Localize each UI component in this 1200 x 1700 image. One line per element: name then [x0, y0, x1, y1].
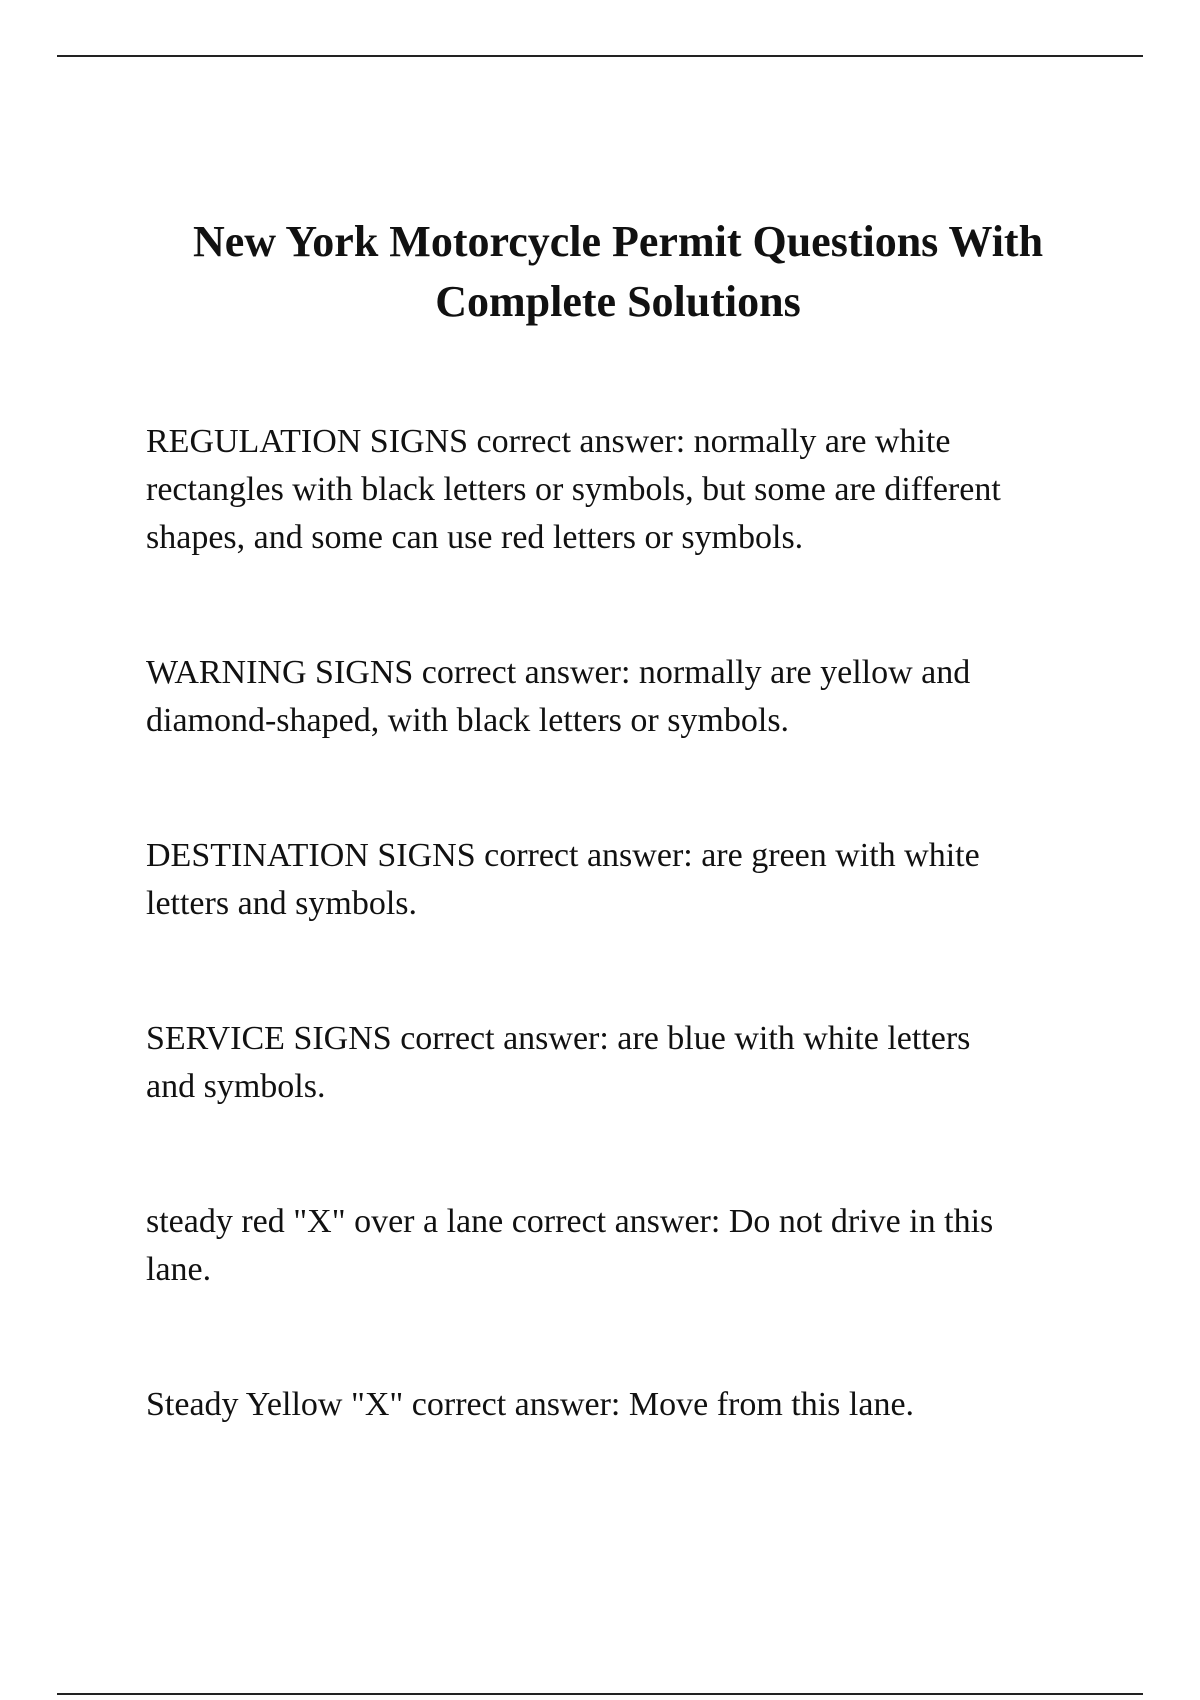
header-divider	[57, 55, 1143, 57]
qa-item-warning-signs	[146, 649, 1106, 745]
title-line-1: New York Motorcycle Permit Questions With	[192, 217, 1044, 266]
qa-item-steady-yellow-x	[146, 1381, 1106, 1429]
page-title	[150, 212, 1086, 332]
qa-line: letters and symbols.	[146, 885, 418, 922]
qa-line: WARNING SIGNS correct answer: normally are yellow and	[146, 654, 971, 691]
footer-divider	[57, 1693, 1143, 1695]
qa-line: shapes, and some can use red letters or symbols.	[146, 519, 804, 556]
qa-line: Steady Yellow "X" correct answer: Move from this lane.	[146, 1386, 915, 1423]
qa-line: DESTINATION SIGNS correct answer: are green with white	[146, 837, 980, 874]
qa-item-service-signs	[146, 1015, 1106, 1111]
qa-line: steady red "X" over a lane correct answer: Do not drive in this	[146, 1203, 994, 1240]
qa-item-regulation-signs	[146, 418, 1106, 562]
qa-line: REGULATION SIGNS correct answer: normally are white	[146, 423, 951, 460]
qa-item-steady-red-x	[146, 1198, 1106, 1294]
qa-line: rectangles with black letters or symbols, but some are different	[146, 471, 1001, 508]
qa-line: and symbols.	[146, 1068, 326, 1105]
title-line-2: Complete Solutions	[435, 277, 801, 326]
qa-line: diamond-shaped, with black letters or symbols.	[146, 702, 790, 739]
qa-list	[146, 418, 1106, 1516]
qa-item-destination-signs	[146, 832, 1106, 928]
qa-line: SERVICE SIGNS correct answer: are blue with white letters	[146, 1020, 971, 1057]
qa-line: lane.	[146, 1251, 212, 1288]
